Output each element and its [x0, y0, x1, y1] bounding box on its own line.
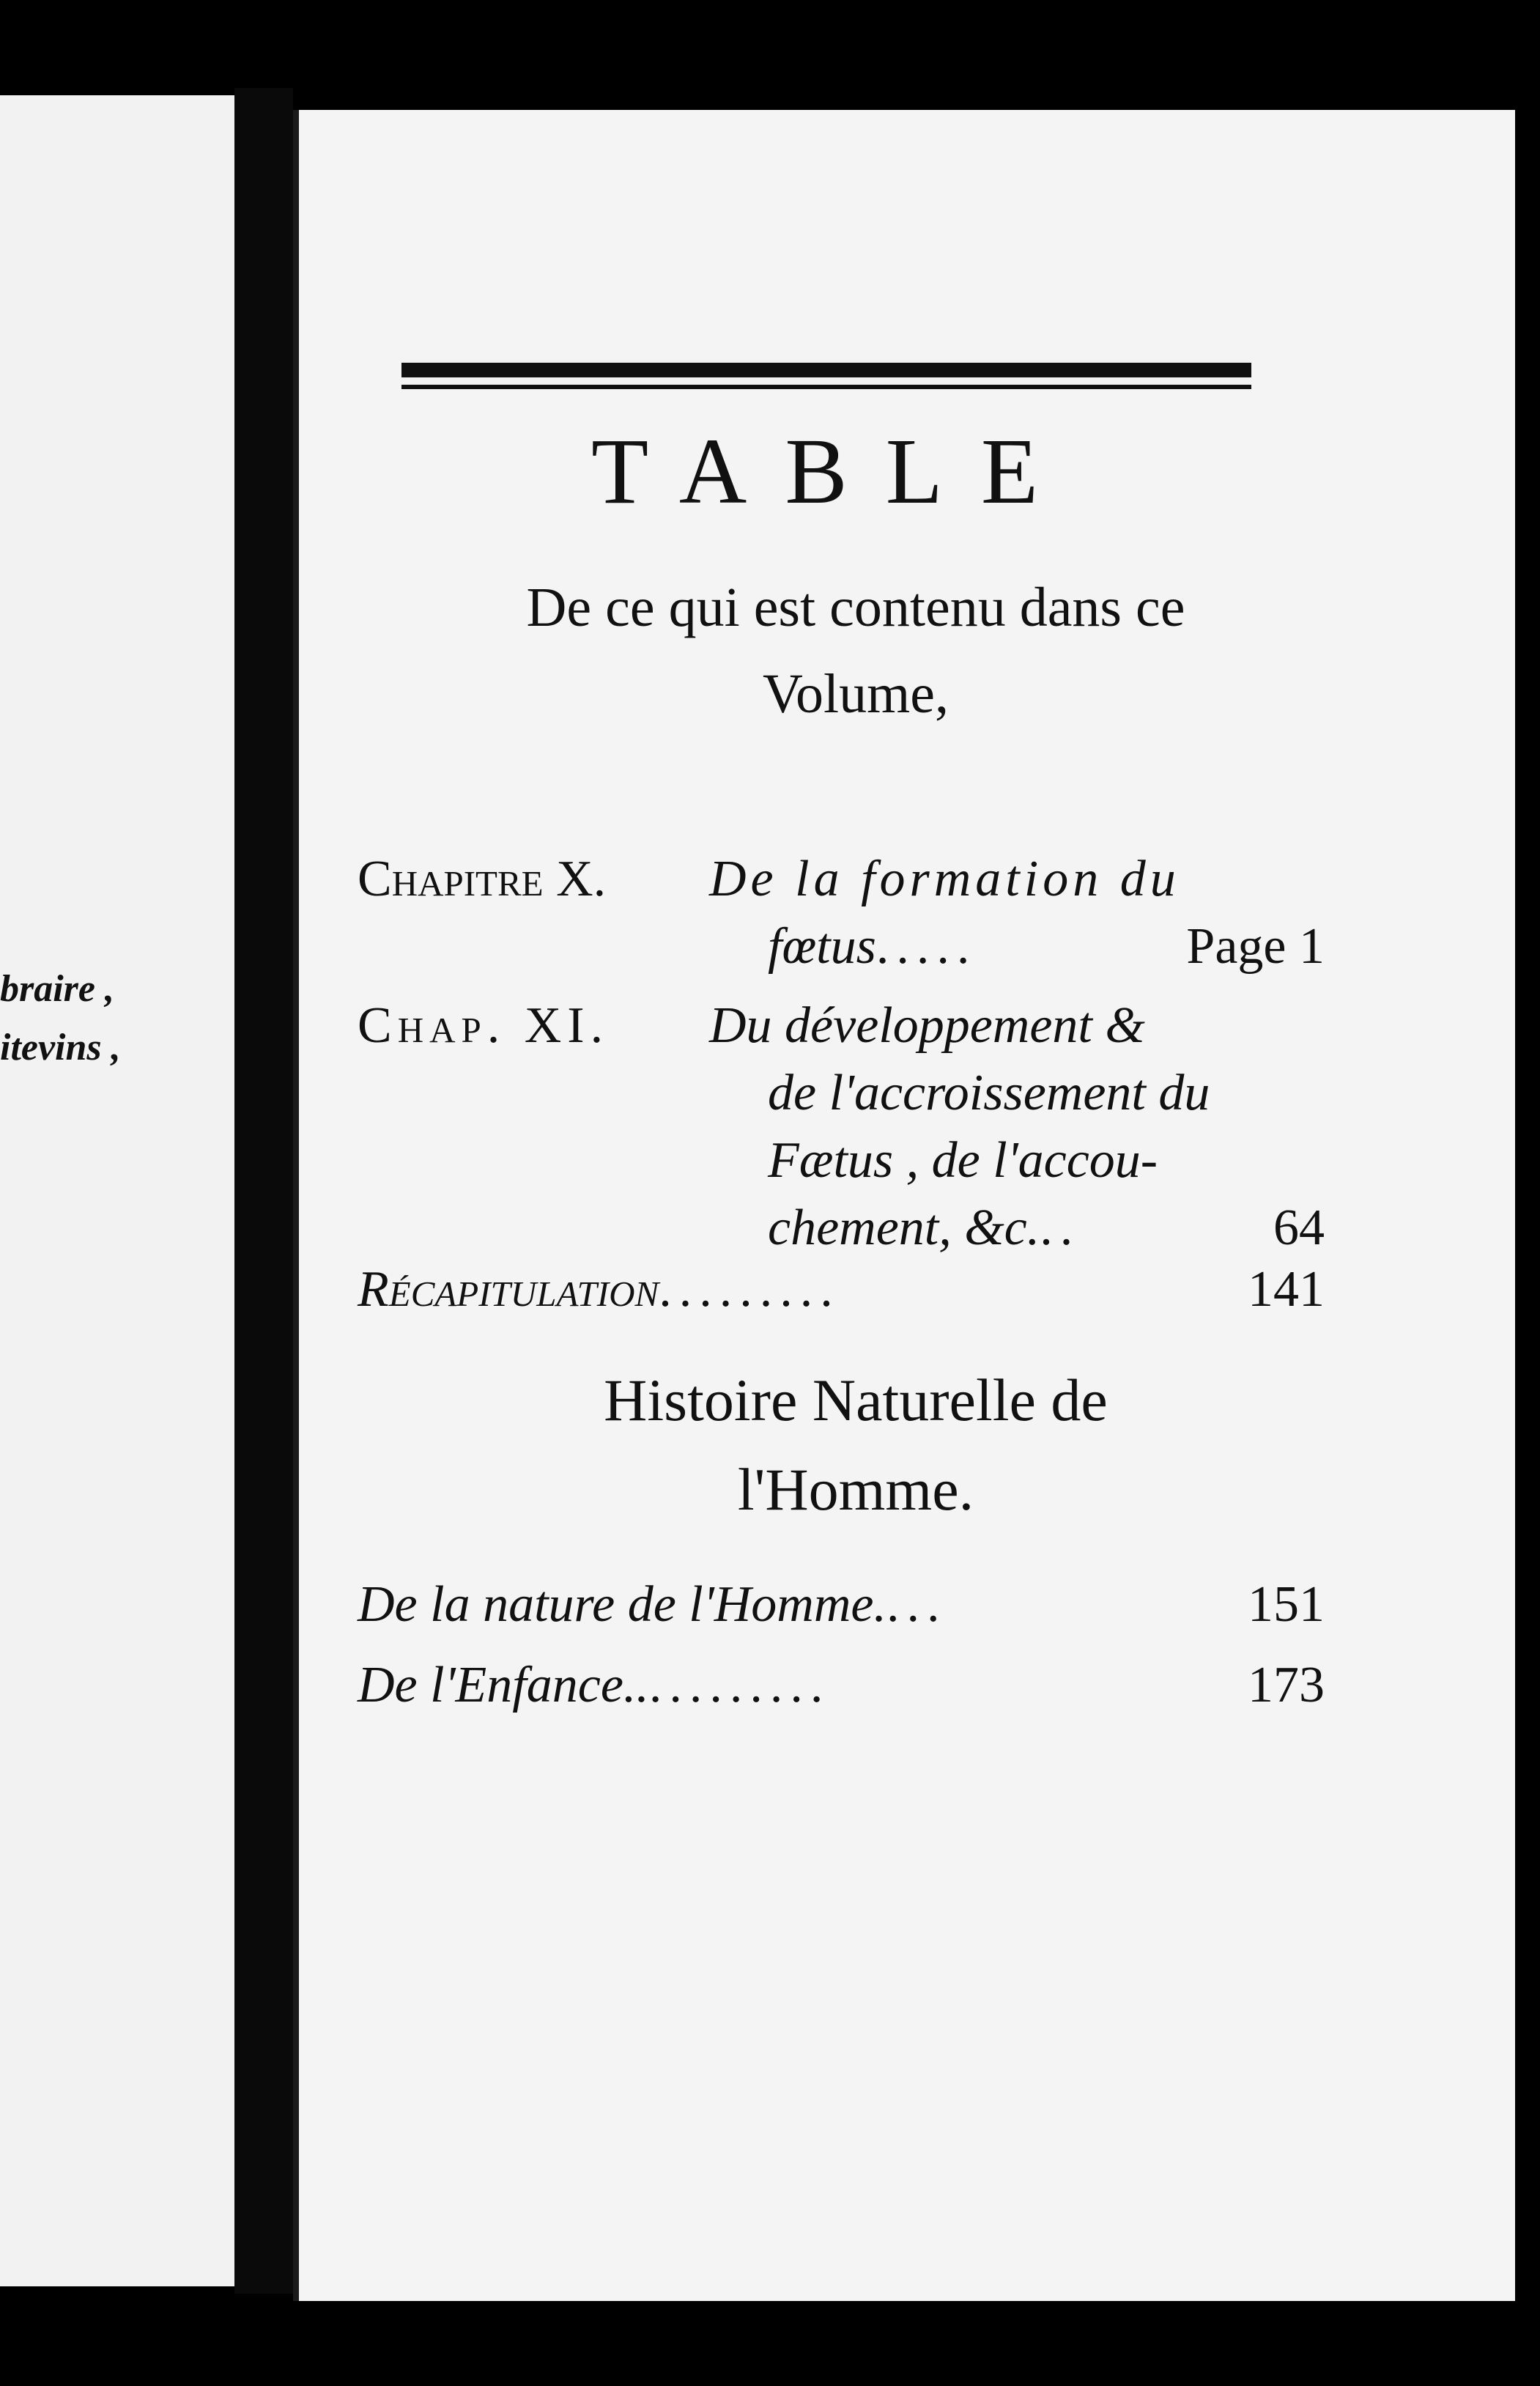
toc-entry-title-line: Fætus , de l'accou-: [768, 1132, 1158, 1189]
toc-entry-title-line: De l'Enfance...........: [358, 1657, 831, 1713]
toc-entry: [358, 1656, 1325, 1729]
subtitle-line: Volume,: [762, 663, 949, 725]
section-heading: [372, 1356, 1339, 1534]
toc-entry-title-line: De la formation du: [709, 851, 1180, 907]
section-heading-line: Histoire Naturelle de: [604, 1367, 1108, 1433]
page-subtitle: [372, 564, 1339, 737]
toc-entry-label: Chap. XI.: [358, 997, 610, 1054]
toc-page-number: 173: [1248, 1657, 1325, 1713]
toc-entry: [358, 997, 1325, 1290]
left-page-fragment: braire ,: [0, 968, 114, 1010]
page-title: TABLE: [591, 419, 1077, 523]
left-page-fragment: itevins ,: [0, 1027, 121, 1068]
header-rule-thick: [401, 363, 1251, 377]
subtitle-line: De ce qui est contenu dans ce: [526, 577, 1185, 638]
toc-entry-title-line: chement, &c...: [768, 1200, 1081, 1256]
toc-page-number: 64: [1273, 1200, 1325, 1256]
book-gutter: [234, 88, 293, 2294]
toc-page-number: 141: [1248, 1261, 1325, 1318]
toc-entry: [358, 850, 1325, 997]
left-facing-page: [0, 95, 234, 2286]
toc-entry-title-line: de l'accroissement du: [768, 1065, 1210, 1121]
toc-page-number: Page 1: [1186, 918, 1325, 975]
toc-page-number: 151: [1248, 1576, 1325, 1633]
toc-entry: [358, 1260, 1325, 1334]
toc-entry: [358, 1576, 1325, 1649]
toc-entry-label: Récapitulation.........: [358, 1261, 840, 1318]
toc-entry-title-line: De la nature de l'Homme....: [358, 1576, 947, 1633]
toc-entry-title-line: Du développement &: [709, 997, 1145, 1054]
toc-entry-label: Chapitre X.: [358, 851, 607, 907]
header-rule-thin: [401, 385, 1251, 389]
right-page: [293, 110, 1515, 2301]
toc-entry-title-line: fœtus.....: [768, 918, 977, 975]
section-heading-line: l'Homme.: [737, 1456, 974, 1523]
